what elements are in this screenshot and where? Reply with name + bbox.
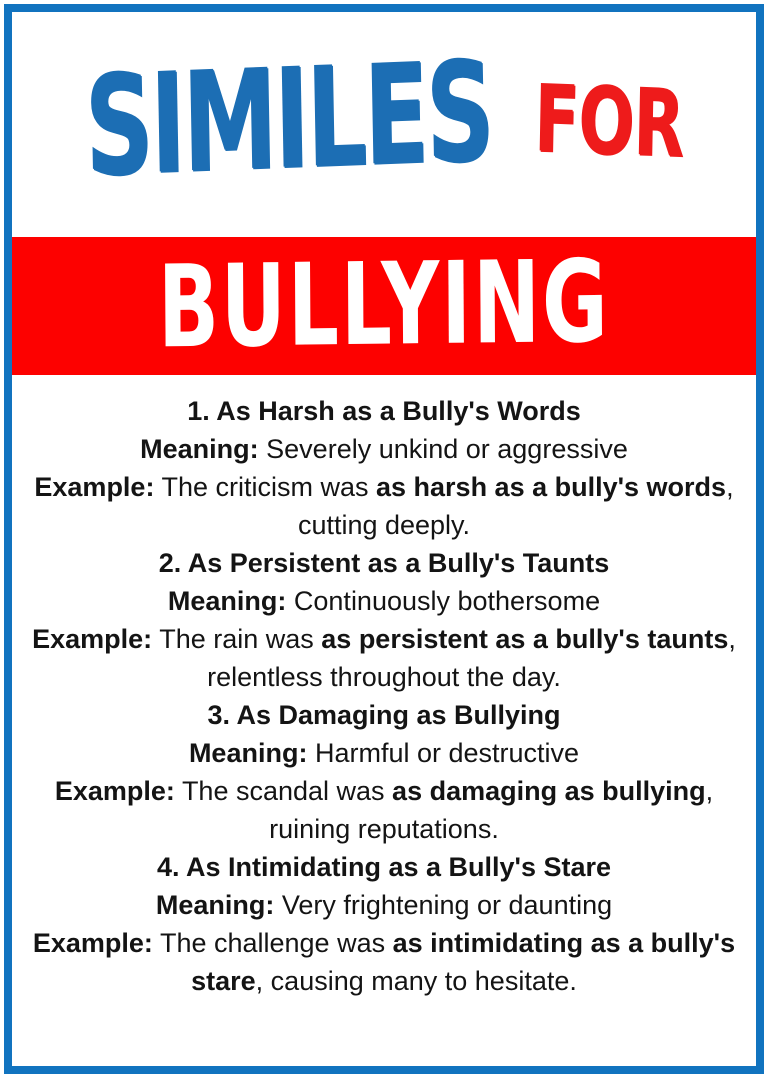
simile-meaning: Meaning: Continuously bothersome: [167, 586, 601, 616]
meaning-label: Meaning:: [155, 890, 275, 920]
title-section: [12, 12, 756, 237]
title-word-similes: SIMILES: [83, 32, 493, 207]
meaning-label: Meaning:: [188, 738, 308, 768]
meaning-label: Meaning:: [140, 434, 259, 464]
simile-heading: 2. As Persistent as a Bully's Taunts: [158, 548, 610, 578]
simile-example: Example: The rain was as persistent as a bully's taunts, relentless throughout the day.: [32, 624, 736, 692]
simile-section-1: [24, 392, 744, 544]
simile-section-3: [24, 696, 744, 848]
page-border-frame: [4, 4, 764, 1074]
banner-title: BULLYING: [157, 235, 611, 373]
similes-list: [12, 375, 756, 1000]
simile-meaning: Meaning: Severely unkind or aggressive: [140, 434, 628, 464]
simile-example: Example: The scandal was as damaging as bullying, ruining reputations.: [54, 776, 714, 844]
simile-heading: 1. As Harsh as a Bully's Words: [187, 396, 581, 426]
example-label: Example:: [32, 624, 153, 654]
example-label: Example:: [34, 472, 155, 502]
banner: [12, 237, 756, 375]
example-label: Example:: [32, 928, 153, 958]
simile-section-4: [24, 848, 744, 1000]
simile-heading: 3. As Damaging as Bullying: [207, 700, 561, 730]
simile-example: Example: The challenge was as intimidating as a bully's stare, causing many to hesitate.: [32, 928, 736, 996]
simile-heading: 4. As Intimidating as a Bully's Stare: [156, 852, 612, 882]
example-label: Example:: [54, 776, 175, 806]
simile-meaning: Meaning: Harmful or destructive: [188, 738, 580, 768]
simile-meaning: Meaning: Very frightening or daunting: [155, 890, 613, 920]
title-word-for: FOR: [532, 64, 684, 179]
simile-section-2: [24, 544, 744, 696]
simile-example: Example: The criticism was as harsh as a bully's words, cutting deeply.: [34, 472, 734, 540]
meaning-label: Meaning:: [167, 586, 287, 616]
